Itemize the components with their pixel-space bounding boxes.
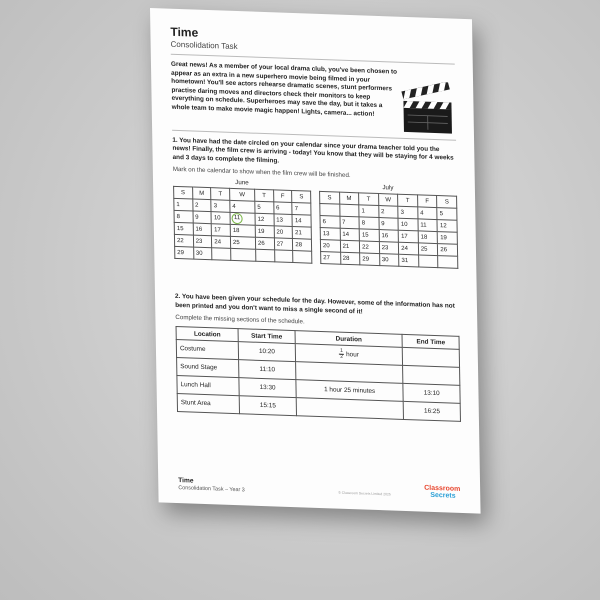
calendar-day[interactable]: 18 <box>418 231 438 244</box>
calendar-day[interactable]: 26 <box>438 244 458 257</box>
question-1-text: 1. You have had the date circled on your calendar since your drama teacher told you the news! Finally, the film crew is arriving - today! You know that they will be staying for 4 weeks and 3 days to complete the filming. <box>172 136 454 165</box>
calendar-day[interactable]: 10 <box>398 218 418 231</box>
calendar-day[interactable]: 1 <box>174 199 193 212</box>
schedule-start: 11:10 <box>239 360 296 380</box>
calendar-weekday: T <box>398 194 418 207</box>
calendar-day[interactable]: 10 <box>211 212 230 225</box>
calendar-day[interactable]: 11 <box>418 219 438 232</box>
calendar-day[interactable]: 30 <box>193 247 212 260</box>
calendar-weekday: M <box>192 187 211 200</box>
calendar-weekday: S <box>292 191 311 204</box>
calendar-day[interactable]: 12 <box>437 220 457 233</box>
calendar-day[interactable]: 28 <box>293 239 312 252</box>
calendar-day[interactable]: 2 <box>192 199 211 212</box>
question-2-text: 2. You have been given your schedule for the day. However, some of the information has not been printed and you don't want to miss a single second of it! <box>174 293 455 316</box>
calendar-weekday: W <box>378 194 398 207</box>
calendar-day[interactable]: 16 <box>379 230 399 243</box>
calendar-day[interactable]: 27 <box>274 238 293 251</box>
fraction-numerator: 1 <box>340 347 343 354</box>
logo-word-2: Secrets <box>430 491 456 500</box>
calendar-weekday: M <box>339 192 359 205</box>
calendar-day[interactable]: 7 <box>340 216 360 229</box>
calendar-day[interactable]: 5 <box>255 201 274 214</box>
calendar-day[interactable]: 9 <box>193 211 212 224</box>
calendar-grid <box>319 191 458 269</box>
calendar-day[interactable] <box>339 204 359 217</box>
calendar-day[interactable]: 22 <box>174 235 193 248</box>
clapperboard-icon <box>399 81 456 135</box>
calendar-day[interactable]: 21 <box>293 227 312 240</box>
calendar-day[interactable]: 21 <box>340 240 360 253</box>
calendar-weekday: T <box>211 188 230 201</box>
calendar-day[interactable]: 24 <box>212 236 231 249</box>
calendar-day[interactable]: 29 <box>175 247 194 260</box>
schedule-location: Lunch Hall <box>177 376 240 396</box>
calendar-june <box>173 177 312 264</box>
calendar-day[interactable]: 12 <box>255 213 274 226</box>
calendar-month-label: July <box>382 184 394 192</box>
fraction-denominator: 2 <box>340 353 344 360</box>
calendar-day[interactable]: 14 <box>292 215 311 228</box>
calendar-weekday: S <box>437 196 457 209</box>
page-footer <box>178 477 462 501</box>
calendar-day[interactable]: 19 <box>255 225 274 238</box>
schedule-header: End Time <box>402 334 459 349</box>
calendar-day[interactable]: 15 <box>174 223 193 236</box>
calendar-day[interactable]: 18 <box>230 225 255 238</box>
calendar-weekday: T <box>255 189 274 202</box>
question-2-instruction: Complete the missing sections of the schedule. <box>175 313 305 326</box>
schedule-duration-blank[interactable] <box>296 398 404 420</box>
calendar-day[interactable]: 31 <box>399 254 419 267</box>
calendar-weekday: W <box>230 189 255 202</box>
calendar-day[interactable]: 7 <box>292 203 311 216</box>
schedule-end: 13:10 <box>403 383 460 403</box>
calendar-day[interactable]: 14 <box>340 228 360 241</box>
calendar-day[interactable]: 8 <box>359 217 379 230</box>
calendar-month-label: June <box>235 179 249 187</box>
schedule-end-blank[interactable] <box>403 365 460 385</box>
calendar-day[interactable]: 25 <box>230 237 255 250</box>
calendar-day[interactable]: 6 <box>273 202 292 215</box>
schedule-start: 10:20 <box>239 342 296 362</box>
calendar-grid <box>173 186 312 264</box>
schedule-header: Start Time <box>238 329 295 344</box>
calendar-day[interactable]: 23 <box>193 235 212 248</box>
calendar-day[interactable]: 6 <box>320 216 340 229</box>
question-1-instruction: Mark on the calendar to show when the film crew will be finished. <box>172 166 351 180</box>
calendar-day[interactable] <box>212 248 231 261</box>
calendar-day[interactable] <box>231 249 256 262</box>
calendar-weekday: S <box>174 187 193 200</box>
schedule-location: Costume <box>176 339 239 359</box>
page-subtitle: Consolidation Task <box>170 39 238 52</box>
calendar-day[interactable]: 15 <box>359 229 379 242</box>
calendar-day[interactable]: 20 <box>274 226 293 239</box>
logo-word-1: Classroom <box>424 484 461 493</box>
schedule-location: Stunt Area <box>177 394 240 414</box>
calendar-weekday: S <box>320 192 340 205</box>
schedule-header: Location <box>176 326 238 341</box>
intro-section <box>171 61 456 135</box>
calendar-day[interactable]: 17 <box>398 230 418 243</box>
calendar-day[interactable]: 22 <box>360 241 380 254</box>
calendar-day[interactable]: 8 <box>174 211 193 224</box>
calendar-day[interactable] <box>320 204 340 217</box>
calendar-day[interactable]: 27 <box>321 252 341 265</box>
schedule-start: 13:30 <box>239 378 296 398</box>
calendar-july <box>319 182 458 269</box>
calendars <box>173 177 458 269</box>
schedule-end: 16:25 <box>404 401 461 421</box>
calendar-day[interactable]: 25 <box>418 243 438 256</box>
calendar-day[interactable] <box>274 250 293 263</box>
calendar-day[interactable] <box>293 251 312 264</box>
calendar-day[interactable] <box>418 255 438 268</box>
circled-date: 11 <box>231 213 242 224</box>
calendar-day[interactable]: 3 <box>211 200 230 213</box>
half-fraction <box>339 349 344 360</box>
schedule-location: Sound Stage <box>177 358 240 378</box>
calendar-day[interactable]: 19 <box>438 232 458 245</box>
calendar-weekday: F <box>273 190 292 203</box>
calendar-day[interactable]: 4 <box>418 207 438 220</box>
calendar-day[interactable]: 24 <box>399 242 419 255</box>
schedule-end-blank[interactable] <box>403 347 460 367</box>
footer-title: Time <box>178 477 194 485</box>
schedule-header: Duration <box>295 331 403 348</box>
calendar-weekday: T <box>359 193 379 206</box>
calendar-day[interactable] <box>438 256 458 269</box>
calendar-day[interactable]: 26 <box>255 237 274 250</box>
schedule-duration: 1 hour 25 minutes <box>296 380 404 402</box>
calendar-day[interactable]: 13 <box>274 214 293 227</box>
duration-unit: hour <box>346 351 359 359</box>
intro-text: Great news! As a member of your local drama club, you've been chosen to appear as an extra in a new superhero movie being filmed in your hometown! You'll see actors rehearse dramatic scenes, stunt performers practise daring moves and directors check their monitors to keep everything on schedule. Superheroes may save the day, but it takes a whole team to make movie magic happen! Lights, camera... action! <box>170 60 398 118</box>
calendar-day[interactable]: 2 <box>378 206 398 219</box>
classroom-secrets-logo <box>422 482 462 501</box>
calendar-day[interactable]: 29 <box>360 253 380 266</box>
calendar-day[interactable]: 1 <box>359 205 379 218</box>
footer-subtitle: Consolidation Task – Year 3 <box>178 485 245 494</box>
calendar-day[interactable]: 5 <box>437 208 457 221</box>
calendar-day[interactable] <box>256 249 275 262</box>
calendar-day[interactable]: 23 <box>379 242 399 255</box>
worksheet-page <box>150 8 481 514</box>
calendar-day[interactable]: 28 <box>340 252 360 265</box>
calendar-day[interactable]: 13 <box>320 228 340 241</box>
calendar-day[interactable]: 16 <box>193 223 212 236</box>
schedule-table <box>176 326 461 422</box>
calendar-weekday: F <box>417 195 437 208</box>
calendar-day[interactable]: 4 <box>230 201 255 214</box>
calendar-day[interactable]: 30 <box>379 254 399 267</box>
page-title: Time <box>170 24 199 40</box>
calendar-day[interactable]: 17 <box>212 224 231 237</box>
calendar-day[interactable]: 20 <box>320 240 340 253</box>
calendar-day[interactable]: 9 <box>379 218 399 231</box>
calendar-day[interactable]: 3 <box>398 206 418 219</box>
calendar-day[interactable] <box>230 213 255 226</box>
schedule-start: 15:15 <box>239 396 296 416</box>
footer-copyright: © Classroom Secrets Limited 2025 <box>338 490 391 497</box>
